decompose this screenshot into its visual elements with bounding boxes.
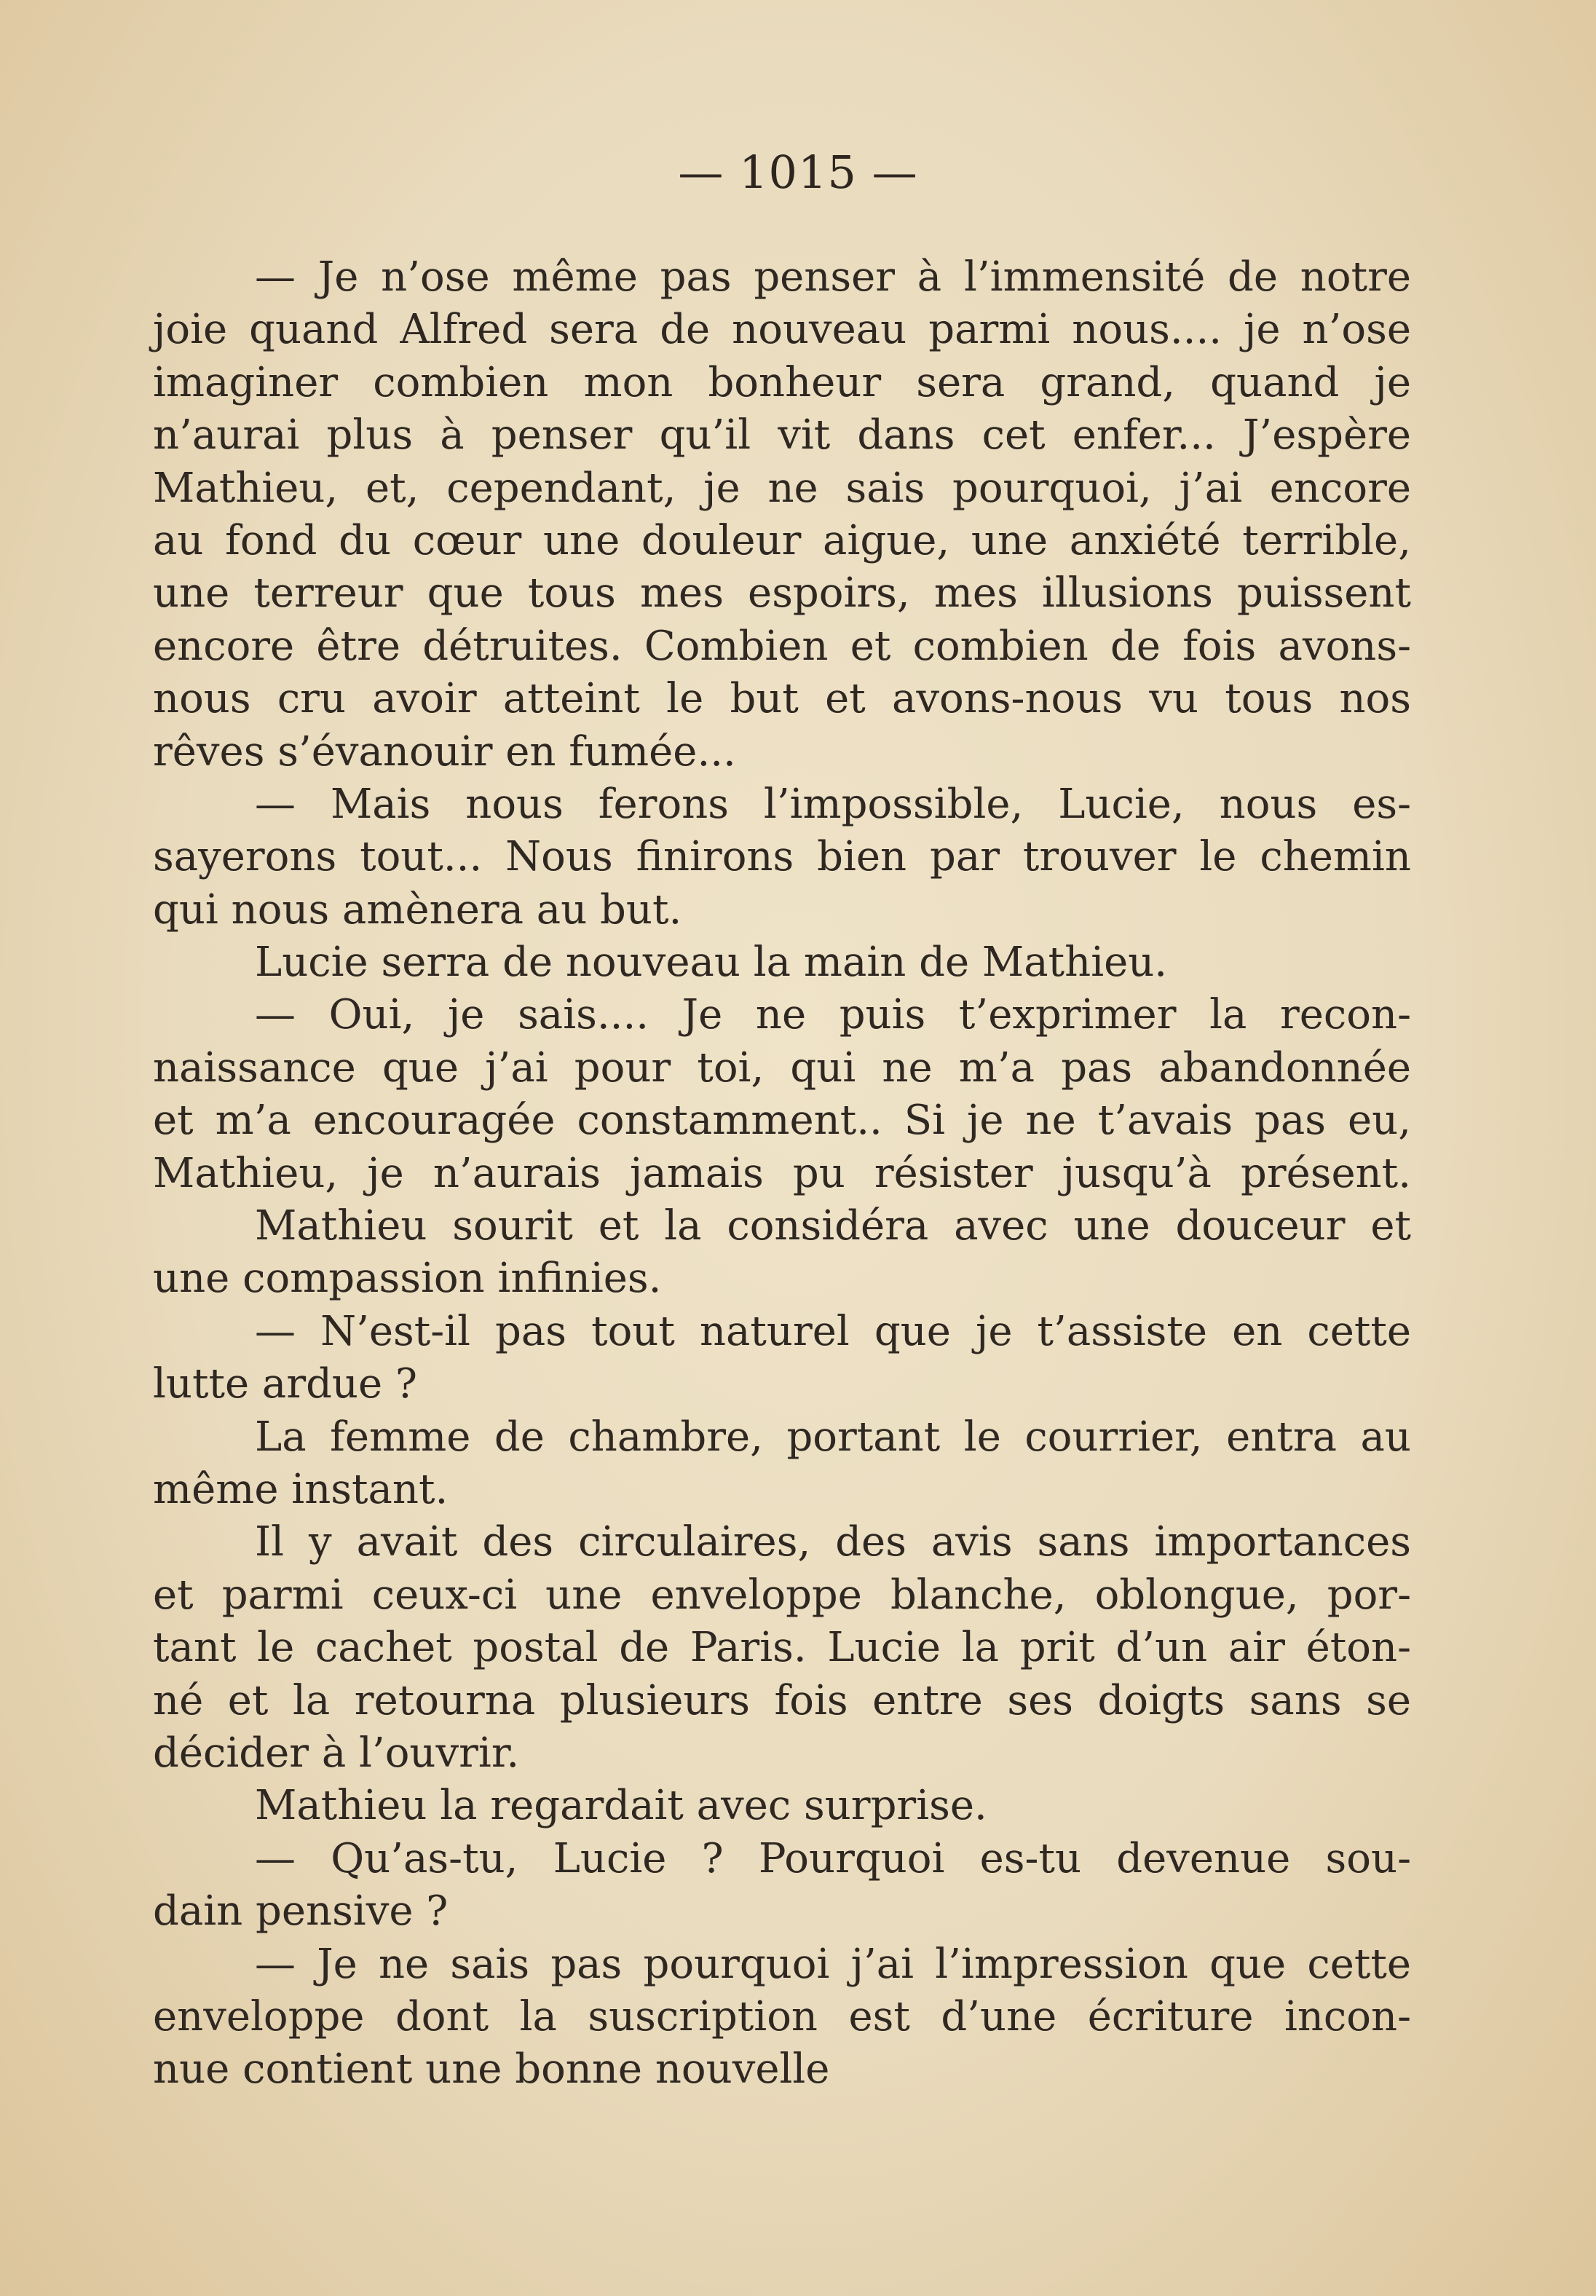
text-line: nous cru avoir atteint le but et avons-nous vu tous nos	[153, 675, 1411, 723]
text-line: lutte ardue ?	[153, 1360, 417, 1408]
text-line: Mathieu sourit et la considéra avec une douceur et	[255, 1202, 1411, 1250]
text-line: nue contient une bonne nouvelle	[153, 2046, 830, 2094]
text-line: même instant.	[153, 1465, 449, 1513]
text-line: joie quand Alfred sera de nouveau parmi nous.... je n’ose	[153, 306, 1411, 354]
text-line: Il y avait des circulaires, des avis sans importances	[255, 1518, 1411, 1566]
page-number: — 1015 —	[678, 146, 918, 199]
text-line: — Je n’ose même pas penser à l’immensité de notre	[255, 253, 1411, 301]
text-line: une compassion infinies.	[153, 1255, 662, 1303]
text-line: rêves s’évanouir en fumée...	[153, 727, 736, 776]
text-line: au fond du cœur une douleur aigue, une anxiété terrible,	[153, 516, 1411, 564]
text-line: une terreur que tous mes espoirs, mes illusions puissent	[153, 569, 1411, 618]
text-line: encore être détruites. Combien et combien de fois avons-	[153, 622, 1411, 670]
text-line: — Oui, je sais.... Je ne puis t’exprimer la recon-	[255, 991, 1411, 1039]
text-line: Mathieu, et, cependant, je ne sais pourquoi, j’ai encore	[153, 464, 1411, 512]
text-line: sayerons tout... Nous finirons bien par trouver le chemin	[153, 833, 1411, 881]
text-line: enveloppe dont la suscription est d’une écriture incon-	[153, 1992, 1411, 2040]
text-line: Mathieu la regardait avec surprise.	[255, 1782, 987, 1830]
text-line: dain pensive ?	[153, 1887, 449, 1936]
text-line: tant le cachet postal de Paris. Lucie la prit d’un air éton-	[153, 1624, 1411, 1672]
text-line: naissance que j’ai pour toi, qui ne m’a pas abandonnée	[153, 1044, 1411, 1092]
text-line: La femme de chambre, portant le courrier, entra au	[255, 1413, 1411, 1461]
text-line: né et la retourna plusieurs fois entre ses doigts sans se	[153, 1676, 1411, 1724]
text-line: Mathieu, je n’aurais jamais pu résister jusqu’à présent.	[153, 1149, 1411, 1197]
text-line: et m’a encouragée constamment.. Si je ne t’avais pas eu,	[153, 1097, 1411, 1145]
text-line: qui nous amènera au but.	[153, 885, 682, 934]
text-line: — N’est-il pas tout naturel que je t’assiste en cette	[255, 1307, 1411, 1355]
text-line: — Mais nous ferons l’impossible, Lucie, nous es-	[255, 780, 1411, 828]
text-line: et parmi ceux-ci une enveloppe blanche, oblongue, por-	[153, 1571, 1411, 1619]
text-line: — Qu’as-tu, Lucie ? Pourquoi es-tu devenue sou-	[255, 1834, 1411, 1882]
body-text	[153, 251, 1411, 2096]
text-line: n’aurai plus à penser qu’il vit dans cet enfer... J’espère	[153, 411, 1411, 459]
text-line: Lucie serra de nouveau la main de Mathieu.	[255, 939, 1168, 987]
text-line: — Je ne sais pas pourquoi j’ai l’impression que cette	[255, 1940, 1411, 1988]
text-line: décider à l’ouvrir.	[153, 1729, 520, 1777]
text-line: imaginer combien mon bonheur sera grand, quand je	[153, 358, 1411, 406]
